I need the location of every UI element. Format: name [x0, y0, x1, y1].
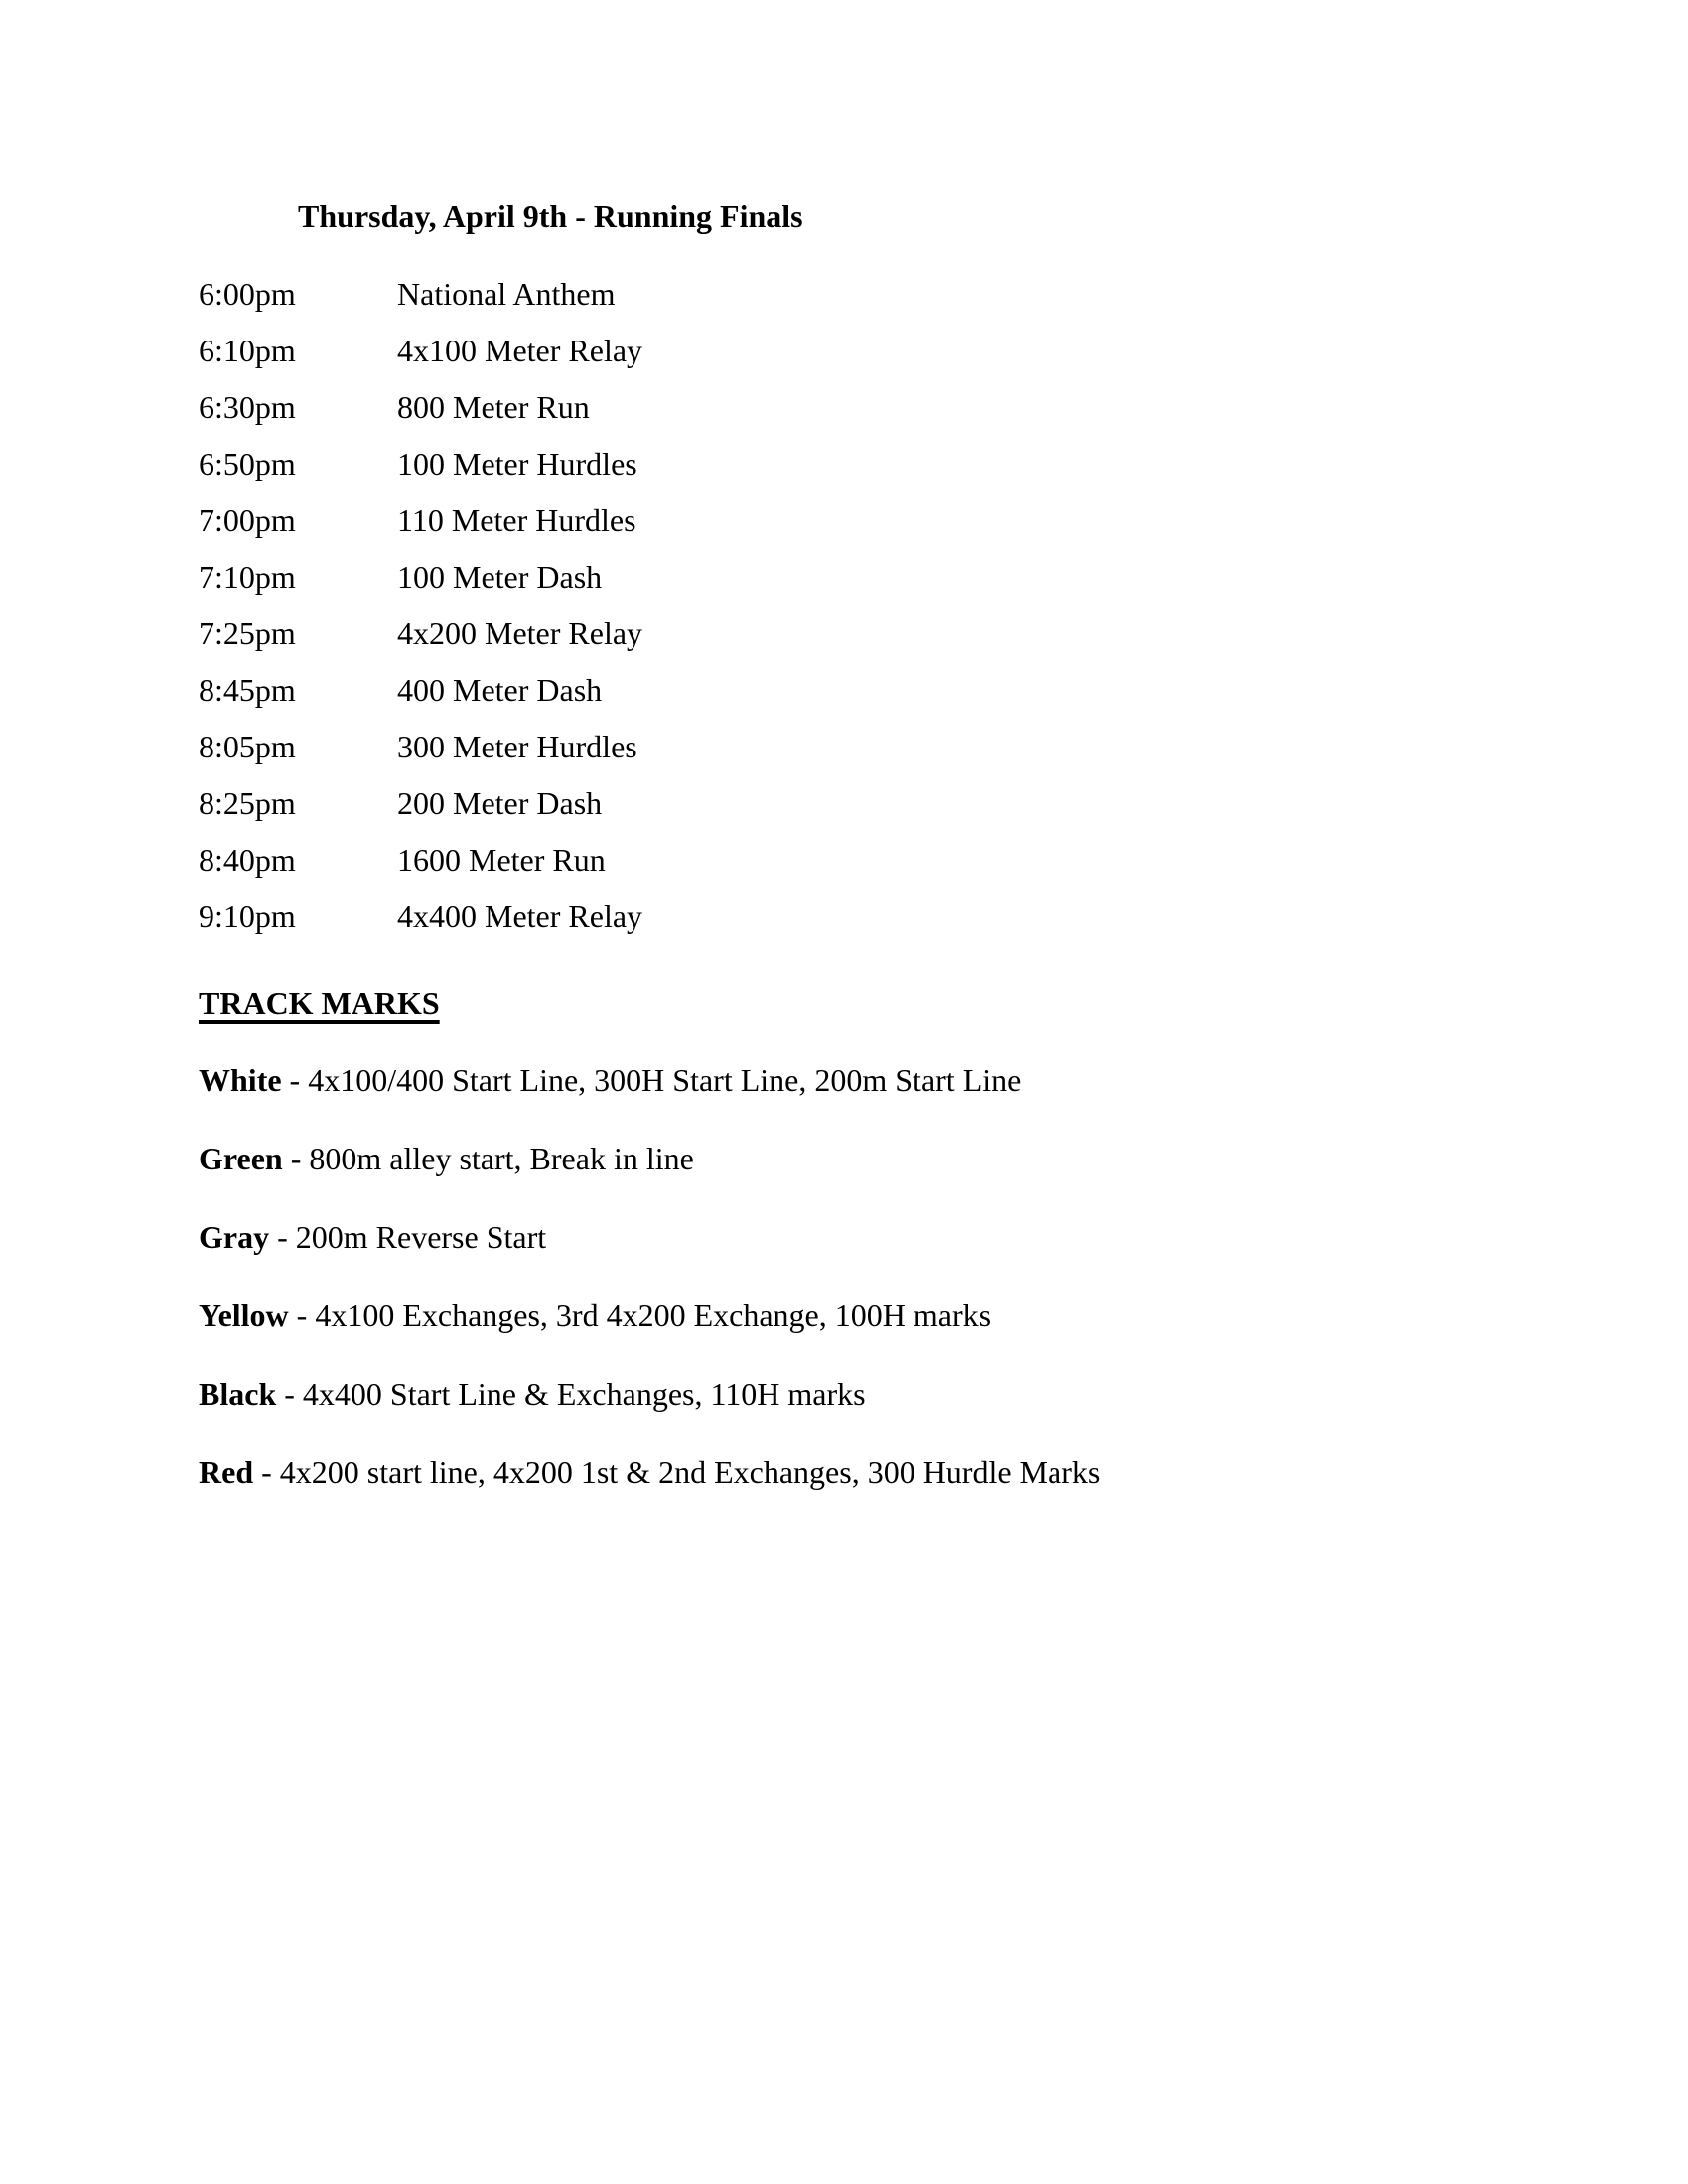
- track-mark-color-label: Gray: [199, 1219, 270, 1255]
- schedule-event: 400 Meter Dash: [397, 672, 603, 708]
- schedule-row: [199, 606, 642, 662]
- track-mark-line: [199, 1452, 1100, 1492]
- schedule-time: 8:40pm: [199, 842, 296, 878]
- track-mark-description: 4x200 start line, 4x200 1st & 2nd Exchanges, 300 Hurdle Marks: [279, 1454, 1101, 1490]
- track-mark-separator: -: [281, 1062, 309, 1098]
- track-mark-color-label: White: [199, 1062, 282, 1098]
- schedule-event: 4x200 Meter Relay: [397, 615, 643, 651]
- track-mark-line: [199, 1374, 1100, 1414]
- track-mark-separator: -: [288, 1297, 316, 1333]
- schedule-row: [199, 662, 642, 719]
- schedule-event: 800 Meter Run: [397, 389, 590, 425]
- schedule-time: 9:10pm: [199, 898, 296, 934]
- track-mark-separator: -: [276, 1376, 303, 1412]
- schedule-row: [199, 323, 642, 379]
- track-mark-line: [199, 1139, 1100, 1178]
- track-mark-color-label: Black: [199, 1376, 277, 1412]
- track-mark-description: 4x400 Start Line & Exchanges, 110H marks: [302, 1376, 866, 1412]
- track-mark-description: 800m alley start, Break in line: [309, 1141, 694, 1176]
- schedule-row: [199, 888, 642, 945]
- track-marks-list: [199, 1060, 1100, 1531]
- track-mark-description: 4x100 Exchanges, 3rd 4x200 Exchange, 100H marks: [315, 1297, 992, 1333]
- schedule-event: 200 Meter Dash: [397, 785, 603, 821]
- schedule-time: 6:50pm: [199, 446, 296, 481]
- schedule-event: 4x100 Meter Relay: [397, 333, 643, 368]
- schedule-time: 6:30pm: [199, 389, 296, 425]
- track-mark-description: 200m Reverse Start: [295, 1219, 547, 1255]
- schedule-event: 110 Meter Hurdles: [397, 502, 636, 538]
- schedule-time: 7:00pm: [199, 502, 296, 538]
- track-mark-line: [199, 1296, 1100, 1335]
- schedule-row: [199, 492, 642, 549]
- schedule-event: 300 Meter Hurdles: [397, 729, 637, 764]
- track-mark-color-label: Green: [199, 1141, 283, 1176]
- schedule-list: [199, 266, 642, 945]
- track-mark-separator: -: [269, 1219, 296, 1255]
- schedule-time: 7:25pm: [199, 615, 296, 651]
- track-mark-color-label: Red: [199, 1454, 254, 1490]
- schedule-time: 8:45pm: [199, 672, 296, 708]
- schedule-row: [199, 832, 642, 888]
- schedule-row: [199, 775, 642, 832]
- page-title: Thursday, April 9th - Running Finals: [298, 199, 803, 234]
- track-mark-separator: -: [253, 1454, 280, 1490]
- schedule-event: 4x400 Meter Relay: [397, 898, 643, 934]
- track-mark-color-label: Yellow: [199, 1297, 289, 1333]
- schedule-event: 100 Meter Hurdles: [397, 446, 637, 481]
- schedule-row: [199, 379, 642, 436]
- schedule-row: [199, 436, 642, 492]
- schedule-row: [199, 266, 642, 323]
- schedule-event: 1600 Meter Run: [397, 842, 606, 878]
- schedule-event: National Anthem: [397, 276, 616, 312]
- schedule-time: 8:25pm: [199, 785, 296, 821]
- schedule-time: 8:05pm: [199, 729, 296, 764]
- track-marks-heading: TRACK MARKS: [199, 985, 440, 1021]
- track-mark-line: [199, 1217, 1100, 1257]
- track-mark-line: [199, 1060, 1100, 1100]
- track-mark-description: 4x100/400 Start Line, 300H Start Line, 200m Start Line: [308, 1062, 1022, 1098]
- schedule-time: 6:10pm: [199, 333, 296, 368]
- track-mark-separator: -: [282, 1141, 310, 1176]
- schedule-time: 7:10pm: [199, 559, 296, 595]
- schedule-row: [199, 719, 642, 775]
- schedule-event: 100 Meter Dash: [397, 559, 603, 595]
- schedule-row: [199, 549, 642, 606]
- schedule-time: 6:00pm: [199, 276, 296, 312]
